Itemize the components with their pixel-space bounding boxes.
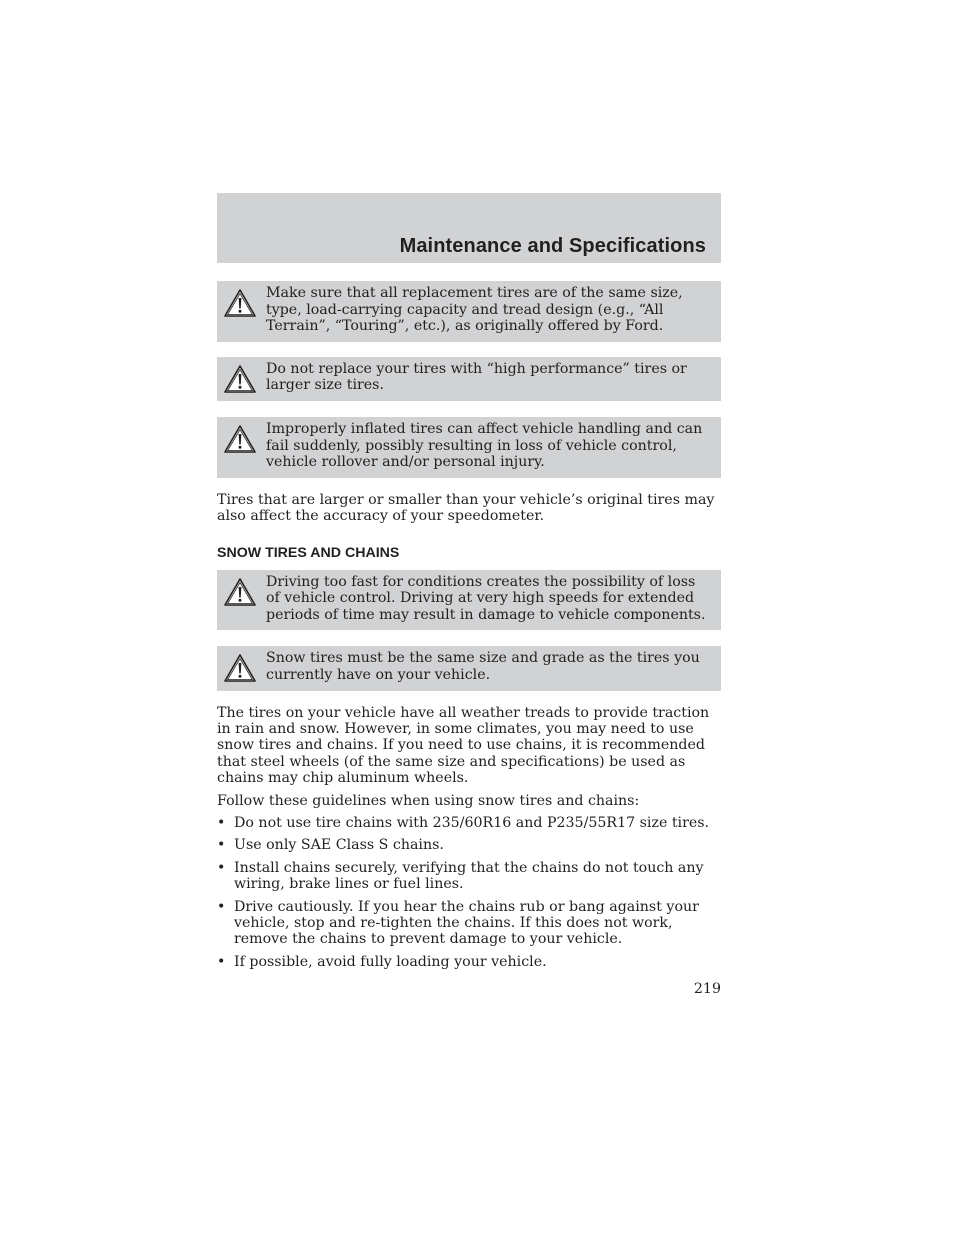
warning-box-driving-speed <box>217 570 721 631</box>
list-item-text: Do not use tire chains with 235/60R16 and P235/55R17 size tires. <box>234 814 710 831</box>
page-number: 219 <box>693 981 721 997</box>
bullet-icon: • <box>217 953 226 970</box>
warning-box-high-performance <box>217 357 721 401</box>
bullet-icon: • <box>217 837 226 854</box>
warning-text: Improperly inflated tires can affect vehicle handling and can fail suddenly, possibly resulting in loss of vehicle control, vehicle rollover and/or personal injury. <box>266 420 703 471</box>
section-title: Maintenance and Specifications <box>399 235 706 257</box>
warning-text: Make sure that all replacement tires are of the same size, type, load-carrying capacity and tread design (e.g., “All Terrain”, “Touring”, etc.), as originally offered by Ford. <box>266 285 683 335</box>
list-item <box>217 860 721 893</box>
warning-box-replacement-tires <box>217 281 721 342</box>
warning-triangle-icon <box>223 364 259 396</box>
list-item-text: If possible, avoid fully loading your vehicle. <box>234 953 547 970</box>
manual-page <box>217 193 721 976</box>
paragraph-all-weather: The tires on your vehicle have all weather treads to provide traction in rain and snow. However, in some climates, you may need to use snow tires and chains. If you need to use chains, it is recommended that steel wheels (of the same size and specifications) be used as chains may chip aluminum wheels. <box>217 704 710 787</box>
warning-text: Driving too fast for conditions creates the possibility of loss of vehicle control. Driving at very high speeds for extended periods of time may result in damage to vehicle components. <box>266 573 706 623</box>
list-item <box>217 899 721 948</box>
list-item <box>217 815 721 831</box>
bullet-icon: • <box>217 898 226 915</box>
subheading-snow-tires: SNOW TIRES AND CHAINS <box>217 544 400 561</box>
list-item-text: Install chains securely, verifying that the chains do not touch any wiring, brake lines or fuel lines. <box>234 859 704 893</box>
warning-triangle-icon <box>223 424 259 456</box>
warning-text: Snow tires must be the same size and grade as the tires you currently have on your vehicle. <box>266 650 700 683</box>
warning-triangle-icon <box>223 288 259 320</box>
guidelines-list <box>217 815 721 970</box>
section-header-band <box>217 193 721 263</box>
list-item <box>217 954 721 970</box>
paragraph-guidelines-intro: Follow these guidelines when using snow tires and chains: <box>217 792 640 809</box>
list-item-text: Drive cautiously. If you hear the chains rub or bang against your vehicle, stop and re-tighten the chains. If this does not work, remove the chains to prevent damage to your vehicle. <box>234 898 699 948</box>
list-item-text: Use only SAE Class S chains. <box>234 837 444 854</box>
warning-triangle-icon <box>223 653 259 685</box>
warning-box-snow-tires-size <box>217 646 721 690</box>
warning-triangle-icon <box>223 577 259 609</box>
warning-box-inflation <box>217 417 721 478</box>
list-item <box>217 837 721 853</box>
paragraph-speedometer: Tires that are larger or smaller than your vehicle’s original tires may also affect the accuracy of your speedometer. <box>217 491 715 525</box>
warning-text: Do not replace your tires with “high performance” tires or larger size tires. <box>266 360 687 394</box>
bullet-icon: • <box>217 859 226 876</box>
bullet-icon: • <box>217 814 226 831</box>
